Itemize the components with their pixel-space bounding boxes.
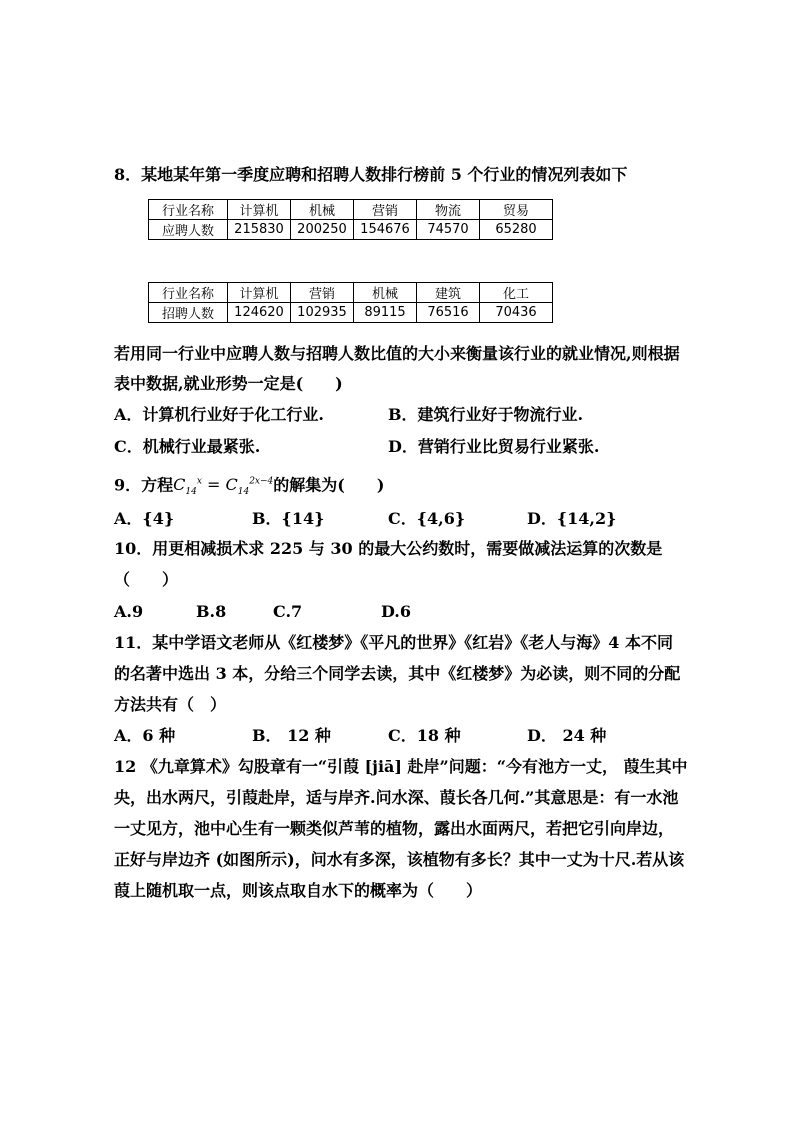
openings-table-header-cell: 建筑 (417, 283, 480, 303)
q10-option-d: D.6 (381, 602, 412, 621)
applicants-table-header-cell: 计算机 (228, 200, 291, 220)
q8-option-d: D．营销行业比贸易行业紧张. (388, 437, 600, 456)
applicants-table-data-cell: 215830 (228, 220, 291, 240)
q11-stem-line2: 的名著中选出 3 本，分给三个同学去读，其中《红楼梦》为必读，则不同的分配 (114, 664, 681, 683)
applicants-table-data-cell: 65280 (480, 220, 553, 240)
openings-table-header-cell: 营销 (291, 283, 354, 303)
q9-stem (114, 472, 384, 503)
applicants-table-data-cell: 154676 (354, 220, 417, 240)
applicants-table-header-cell: 贸易 (480, 200, 553, 220)
q11-stem-line1: 11．某中学语文老师从《红楼梦》《平凡的世界》《红岩》《老人与海》4 本不同 (114, 633, 673, 652)
q10-option-c: C.7 (273, 602, 303, 621)
q10-stem-line1: 10．用更相减损术求 225 与 30 的最大公约数时，需要做减法运算的次数是 (114, 539, 663, 558)
applicants-table-header-cell: 物流 (417, 200, 480, 220)
openings-table-data-cell: 102935 (291, 303, 354, 323)
q8-paragraph-line2: 表中数据,就业形势一定是( ) (114, 374, 343, 393)
q11-option-c: C．18 种 (388, 726, 461, 745)
openings-table-data-cell: 124620 (228, 303, 291, 323)
openings-table-data-row (149, 303, 553, 323)
q8-option-c: C．机械行业最紧张. (114, 437, 261, 456)
openings-table-header-cell: 机械 (354, 283, 417, 303)
openings-table-data-cell: 70436 (480, 303, 553, 323)
applicants-table-header-cell: 行业名称 (149, 200, 228, 220)
q8-stem: 8．某地某年第一季度应聘和招聘人数排行榜前 5 个行业的情况列表如下 (114, 165, 628, 184)
q9-prefix: 9．方程 (114, 475, 174, 495)
q11-stem-line3: 方法共有（ ） (114, 695, 227, 714)
q9-option-b: B．{14} (252, 509, 325, 528)
applicants-table-data-cell: 200250 (291, 220, 354, 240)
applicants-table (148, 199, 553, 240)
q10-option-b: B.8 (196, 602, 227, 621)
q12-stem-line5: 葭上随机取一点，则该点取自水下的概率为（ ） (114, 881, 483, 900)
applicants-table-header-row (149, 200, 553, 220)
applicants-table-data-cell: 应聘人数 (149, 220, 228, 240)
q8-option-a: A．计算机行业好于化工行业. (114, 405, 324, 424)
applicants-table-header-cell: 机械 (291, 200, 354, 220)
q10-stem-line2: （ ） (114, 570, 179, 589)
openings-table-header-cell: 计算机 (228, 283, 291, 303)
openings-table-header-cell: 化工 (480, 283, 553, 303)
q8-paragraph-line1: 若用同一行业中应聘人数与招聘人数比值的大小来衡量该行业的就业情况,则根据 (114, 344, 680, 363)
openings-table (148, 282, 553, 323)
applicants-table-header-cell: 营销 (354, 200, 417, 220)
q12-stem-line1: 12 《九章算术》勾股章有一“引葭 [jiā] 赴岸”问题：“今有池方一丈， 葭生其中 (114, 757, 688, 776)
openings-table-data-cell: 76516 (417, 303, 480, 323)
q9-option-d: D．{14,2} (527, 509, 617, 528)
q9-equation: $C_{14}^x = C_{14}^{2x-4}$ (173, 475, 274, 498)
q12-stem-line2: 央，出水两尺，引葭赴岸，适与岸齐.问水深、葭长各几何.”其意思是：有一水池 (114, 788, 679, 807)
q11-option-d: D． 24 种 (527, 726, 607, 745)
openings-table-header-row (149, 283, 553, 303)
q10-option-a: A.9 (114, 602, 144, 621)
openings-table-header-cell: 行业名称 (149, 283, 228, 303)
applicants-table-data-cell: 74570 (417, 220, 480, 240)
q12-stem-line3: 一丈见方，池中心生有一颗类似芦苇的植物，露出水面两尺，若把它引向岸边， (114, 819, 675, 838)
q8-option-b: B．建筑行业好于物流行业. (388, 405, 584, 424)
q11-option-b: B． 12 种 (252, 726, 331, 745)
openings-table-data-cell: 招聘人数 (149, 303, 228, 323)
q12-stem-line4: 正好与岸边齐 (如图所示)，问水有多深，该植物有多长？其中一丈为十尺.若从该 (114, 850, 685, 869)
q9-suffix: 的解集为( ) (273, 475, 385, 495)
openings-table-data-cell: 89115 (354, 303, 417, 323)
q9-option-c: C．{4,6} (388, 509, 466, 528)
q9-option-a: A．{4} (114, 509, 175, 528)
q11-option-a: A．6 种 (114, 726, 176, 745)
applicants-table-data-row (149, 220, 553, 240)
